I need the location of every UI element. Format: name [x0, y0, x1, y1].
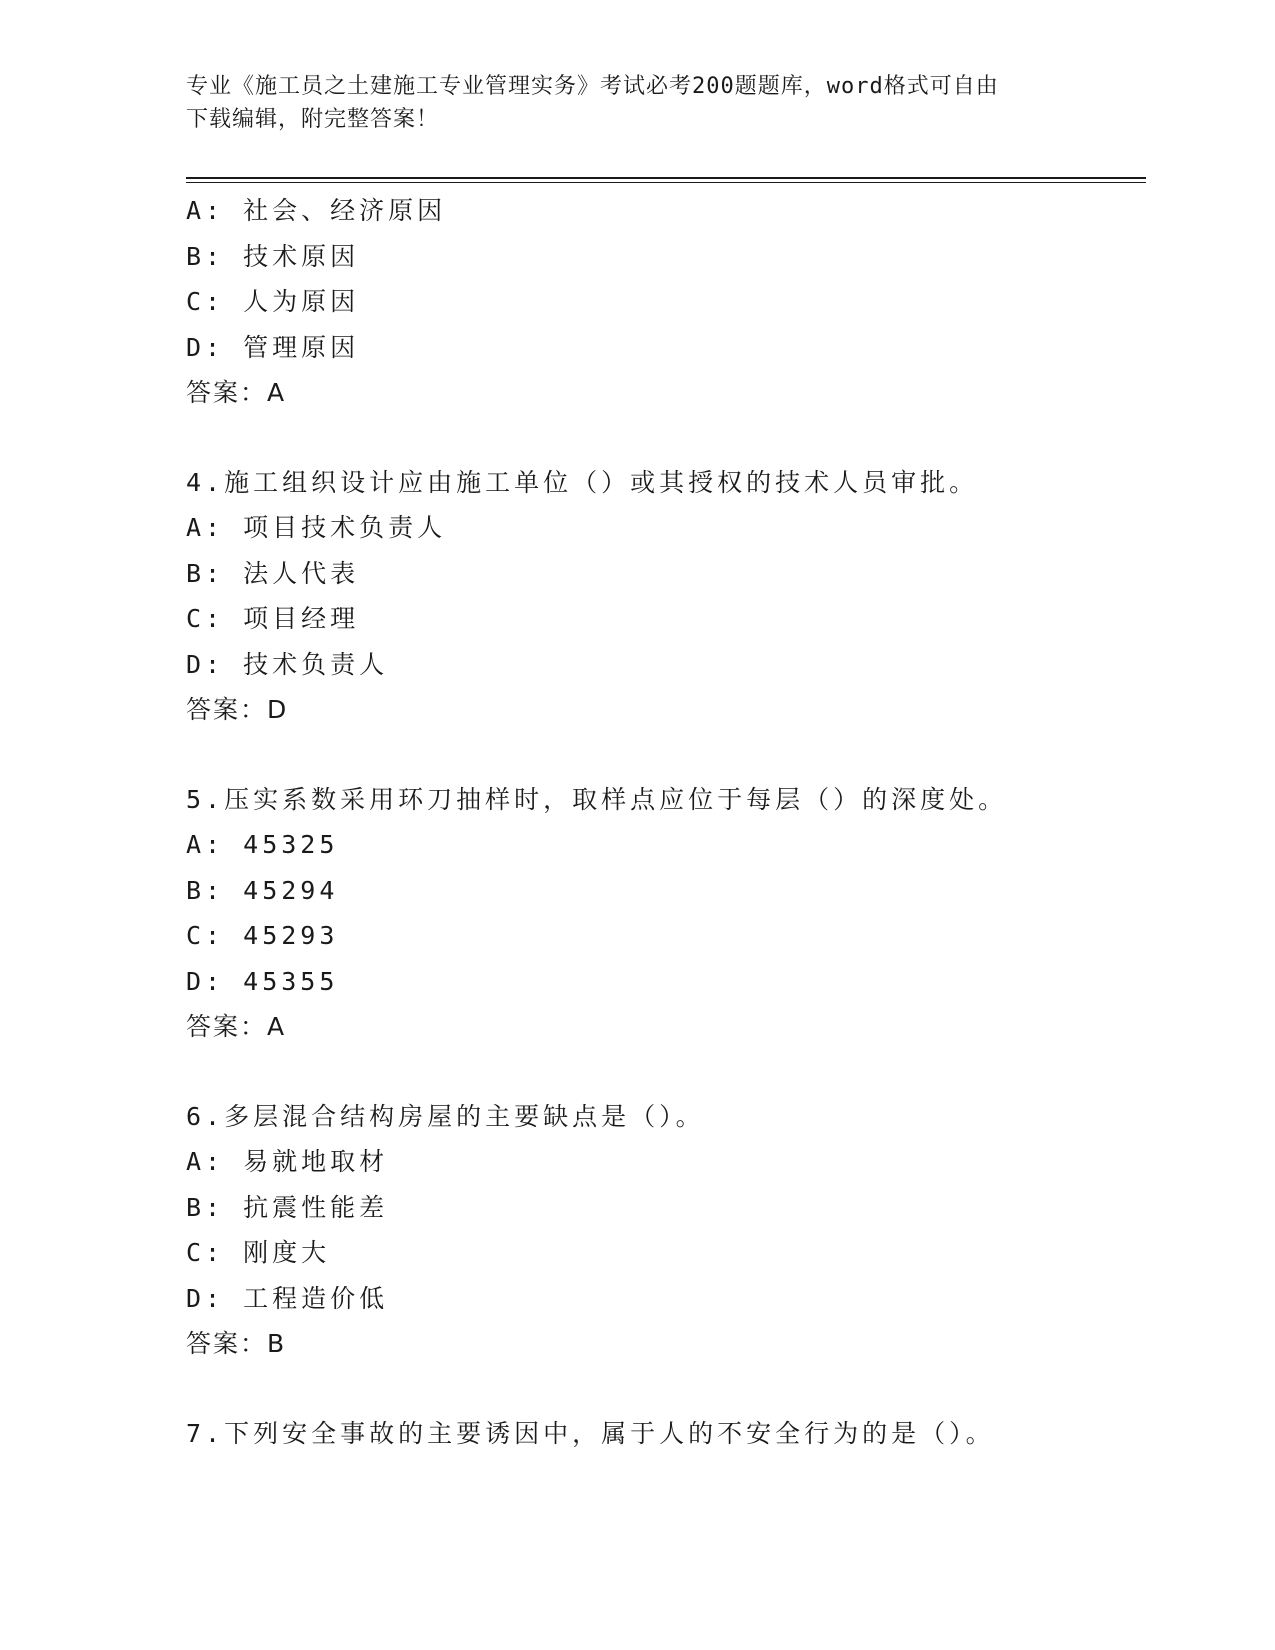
answer-text: 答案：A	[186, 378, 287, 407]
answer-text: 答案：D	[186, 695, 289, 724]
question-block-3	[186, 188, 1146, 416]
question-text: 4.施工组织设计应由施工单位（）或其授权的技术人员审批。	[186, 467, 979, 497]
option-b: B: 45294	[186, 875, 339, 905]
spacer	[186, 733, 1146, 777]
option-d: D: 45355	[186, 966, 339, 996]
question-block-6	[186, 1094, 1146, 1367]
spacer	[186, 1367, 1146, 1411]
question-text: 5.压实系数采用环刀抽样时，取样点应位于每层（）的深度处。	[186, 784, 1008, 814]
header-divider-thick	[186, 177, 1146, 179]
question-text: 7.下列安全事故的主要诱因中，属于人的不安全行为的是（）。	[186, 1418, 995, 1448]
question-block-4	[186, 460, 1146, 733]
option-d: D: 工程造价低	[186, 1283, 389, 1313]
option-d: D: 技术负责人	[186, 649, 389, 679]
answer-text: 答案：B	[186, 1329, 287, 1358]
spacer	[186, 416, 1146, 460]
option-b: B: 抗震性能差	[186, 1192, 389, 1222]
question-block-5	[186, 777, 1146, 1050]
question-text: 6.多层混合结构房屋的主要缺点是（）。	[186, 1101, 705, 1131]
option-a: A: 社会、经济原因	[186, 196, 447, 225]
question-block-7	[186, 1411, 1146, 1457]
header-divider-thin	[186, 182, 1146, 183]
document-header	[186, 70, 1086, 136]
header-line-2: 下载编辑，附完整答案！	[186, 107, 440, 132]
question-list	[186, 188, 1146, 1456]
answer-text: 答案：A	[186, 1012, 287, 1041]
option-c: C: 刚度大	[186, 1238, 331, 1267]
option-b: B: 技术原因	[186, 241, 360, 271]
spacer	[186, 1050, 1146, 1094]
option-b: B: 法人代表	[186, 558, 360, 588]
option-a: A: 项目技术负责人	[186, 513, 447, 542]
option-c: C: 人为原因	[186, 287, 360, 316]
option-d: D: 管理原因	[186, 332, 360, 362]
option-c: C: 项目经理	[186, 604, 360, 633]
option-a: A: 易就地取材	[186, 1147, 389, 1176]
header-line-1: 专业《施工员之土建施工专业管理实务》考试必考200题题库，word格式可自由	[186, 74, 999, 99]
option-c: C: 45293	[186, 921, 339, 950]
option-a: A: 45325	[186, 830, 339, 859]
